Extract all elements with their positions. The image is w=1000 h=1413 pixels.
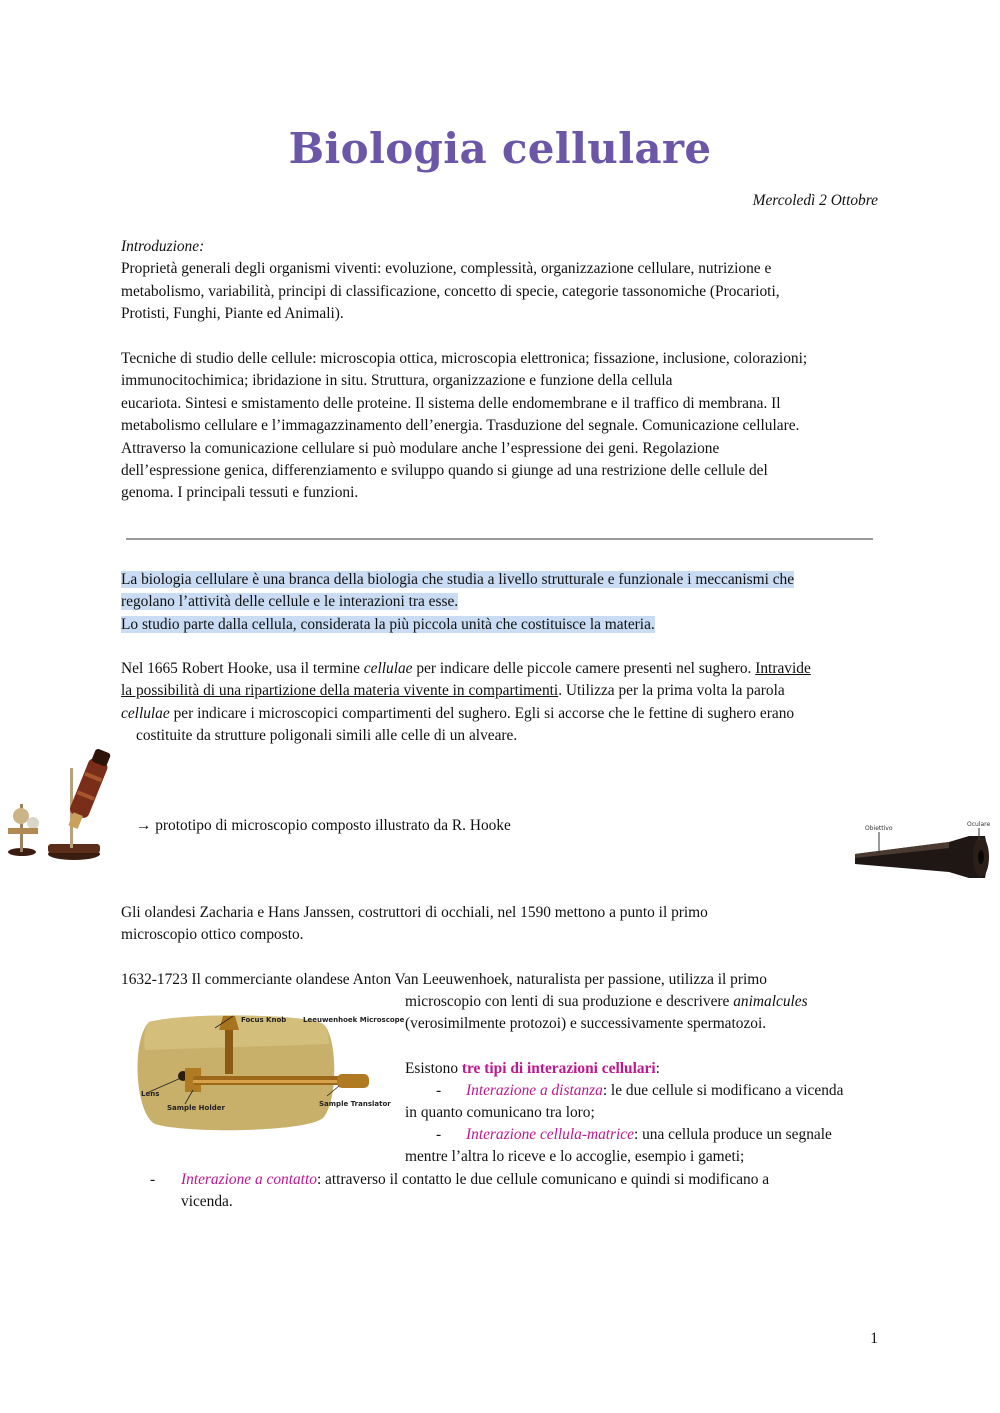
focus-knob-label xyxy=(241,1016,286,1024)
intro-line: genoma. I principali tessuti e funzioni. xyxy=(121,484,359,502)
interaction-name: Interazione a contatto xyxy=(181,1171,317,1188)
interactions-text: : xyxy=(655,1060,660,1077)
underlined-text: la possibilità di una ripartizione della materia vivente in compartimenti xyxy=(121,682,559,700)
interactions-intro xyxy=(405,1058,660,1080)
focus-knob-text: Focus Knob xyxy=(241,1016,287,1024)
lens-label: Lens xyxy=(141,1090,160,1098)
list-item-continuation: vicenda. xyxy=(181,1193,233,1210)
hooke-paragraph xyxy=(121,658,891,748)
definition-block xyxy=(121,569,881,636)
intro-line: immunocitochimica; ibridazione in situ. Struttura, organizzazione e funzione della cellula xyxy=(121,372,673,390)
janssen-paragraph xyxy=(121,902,881,947)
eyepiece-label: Oculare xyxy=(967,821,991,828)
hooke-text: Nel 1665 Robert Hooke, usa il termine xyxy=(121,660,364,677)
leeuwenhoek-line: 1632-1723 Il commerciante olandese Anton Van Leeuwenhoek, naturalista per passione, utilizza il primo xyxy=(121,971,767,988)
list-bullet: - xyxy=(150,1171,156,1188)
list-bullet: - xyxy=(436,1126,442,1143)
microscope-label: Leeuwenhoek Microscope xyxy=(303,1016,405,1024)
intro-section xyxy=(121,236,881,505)
interaction-name: Interazione a distanza xyxy=(466,1082,603,1099)
list-bullet: - xyxy=(436,1082,442,1099)
term-cellulae: cellulae xyxy=(121,704,170,722)
highlighted-text: Lo studio parte dalla cellula, considerata la più piccola unità che costituisce la materia. xyxy=(121,615,655,633)
intro-line: Proprietà generali degli organismi viventi: evoluzione, complessità, organizzazione cellulare, nutrizione e xyxy=(121,260,772,278)
list-item xyxy=(466,1124,832,1146)
leeuwenhoek-line xyxy=(405,991,808,1013)
intro-line: Tecniche di studio delle cellule: microscopia ottica, microscopia elettronica; fissazione, inclusione, colorazioni; xyxy=(121,350,808,368)
microscope-tube-image xyxy=(849,818,992,894)
hooke-text: . Utilizza per la prima volta la parola xyxy=(558,682,785,700)
sample-translator-label: Sample Translator xyxy=(319,1100,391,1108)
interactions-text: Esistono xyxy=(405,1060,462,1077)
document-date: Mercoledì 2 Ottobre xyxy=(752,192,878,209)
intro-line: Attraverso la comunicazione cellulare si può modulare anche l’espressione dei geni. Regolazione xyxy=(121,439,720,457)
highlighted-text: regolano l’attività delle cellule e le interazioni tra esse. xyxy=(121,593,459,611)
term-cellulae: cellulae xyxy=(363,660,413,677)
intro-line: eucariota. Sintesi e smistamento delle proteine. Il sistema delle endomembrane e il traffico di membrana. Il xyxy=(121,394,781,412)
intro-heading: Introduzione: xyxy=(121,238,205,255)
intro-line: metabolismo cellulare e l’immagazzinamento dell’energia. Trasduzione del segnale. Comunicazione cellulare. xyxy=(121,417,800,435)
interaction-text: : le due cellule si modificano a vicenda xyxy=(602,1082,844,1099)
objective-label: Obiettivo xyxy=(865,825,893,832)
hooke-text: per indicare i microscopici compartimenti del sughero. Egli si accorse che le fettine di sughero erano xyxy=(169,704,795,722)
interaction-text: : attraverso il contatto le due cellule comunicano e quindi si modificano a xyxy=(316,1171,770,1188)
list-item xyxy=(181,1169,769,1191)
list-item-continuation: mentre l’altra lo riceve e lo accoglie, esempio i gameti; xyxy=(405,1148,745,1165)
page-number: 1 xyxy=(870,1330,878,1347)
janssen-line: microscopio ottico composto. xyxy=(121,926,304,944)
hooke-text: costituite da strutture poligonali simili alle celle di un alveare. xyxy=(136,727,518,745)
sample-holder-label: Sample Holder xyxy=(167,1104,225,1112)
underlined-text: Intravide xyxy=(755,660,811,677)
interaction-name: Interazione cellula-matrice xyxy=(466,1126,634,1143)
interactions-keyword: tre tipi di interazioni cellulari xyxy=(461,1060,656,1077)
section-divider xyxy=(126,538,873,540)
janssen-line: Gli olandesi Zacharia e Hans Janssen, costruttori di occhiali, nel 1590 mettono a punto il primo xyxy=(121,904,708,921)
hooke-microscope-image xyxy=(0,740,115,865)
intro-line: dell’espressione genica, differenziamento e sviluppo quando si giunge ad una restrizione delle cellule del xyxy=(121,462,768,480)
highlighted-text: La biologia cellulare è una branca della biologia che studia a livello strutturale e funzionale i meccanismi che xyxy=(121,571,795,588)
leeuwenhoek-line: (verosimilmente protozoi) e successivamente spermatozoi. xyxy=(405,1015,767,1032)
hooke-caption: → prototipo di microscopio composto illustrato da R. Hooke xyxy=(136,817,511,834)
intro-line: Protisti, Funghi, Piante ed Animali). xyxy=(121,305,344,323)
page-title: Biologia cellulare xyxy=(288,124,712,173)
term-animalcules: animalcules xyxy=(733,993,808,1010)
hooke-text: per indicare delle piccole camere presenti nel sughero. xyxy=(412,660,756,677)
list-item-continuation: in quanto comunicano tra loro; xyxy=(405,1104,595,1121)
list-item xyxy=(466,1080,843,1102)
leeuwenhoek-text: microscopio con lenti di sua produzione e descrivere xyxy=(405,993,734,1010)
intro-line: metabolismo, variabilità, principi di classificazione, concetto di specie, categorie tassonomiche (Procarioti, xyxy=(121,282,780,300)
interaction-text: : una cellula produce un segnale xyxy=(633,1126,832,1143)
leeuwenhoek-microscope-image xyxy=(127,1010,405,1140)
